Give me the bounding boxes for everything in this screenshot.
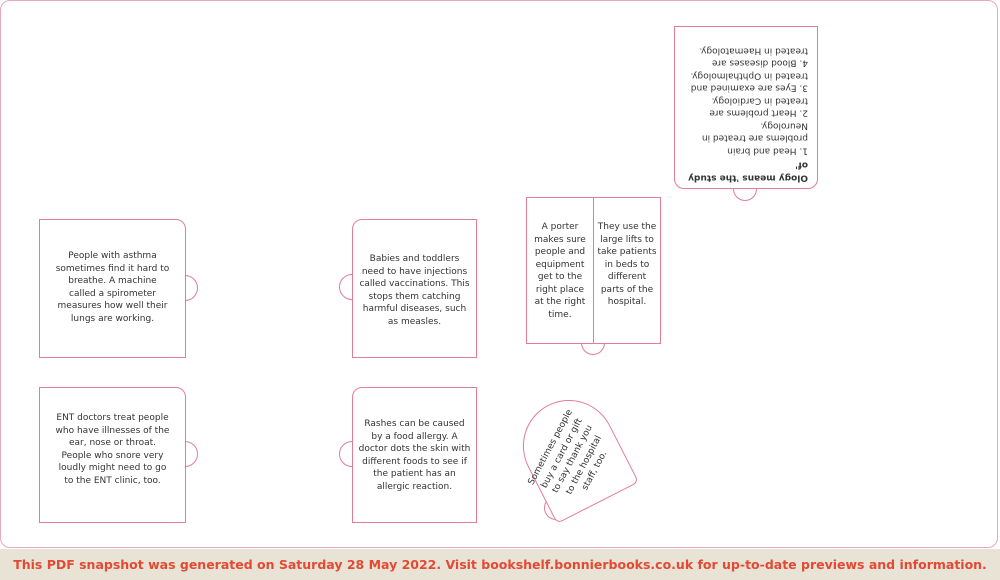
- card-asthma-text: People with asthma sometimes find it hard to breathe. A machine called a spirometer measures how well their lungs are working.: [55, 251, 170, 324]
- card-lifts-text: They use the large lifts to take patients in beds to different parts of the hospital.: [597, 222, 657, 307]
- ology-heading: Ology means 'the study of': [688, 160, 808, 183]
- footer-text: This PDF snapshot was generated on Saturday 28 May 2022. Visit bookshelf.bonnierbooks.co.uk for up-to-date previews and information.: [13, 557, 987, 572]
- ology-line: 1. Head and brain problems are treated in Neurology.: [701, 120, 808, 156]
- card-ology-text: [684, 44, 808, 184]
- card-rashes-text: Rashes can be caused by a food allergy. A doctor dots the skin with different foods to see if the patient has an allergic reaction.: [358, 419, 471, 492]
- card-thanks-text: Sometimes people buy a card or gift to say thank you to the hospital staff, too.: [526, 408, 610, 497]
- ology-line: 3. Eyes are examined and treated in Ophthalmology.: [690, 70, 808, 93]
- ology-line: 4. Blood diseases are treated in Haematology.: [699, 45, 808, 68]
- card-porter-text: A porter makes sure people and equipment get to the right place at the right time.: [534, 222, 586, 320]
- card-babies-text: Babies and toddlers need to have injections called vaccinations. This stops them catching harmful diseases, such as measles.: [359, 254, 470, 327]
- card-ent-text: ENT doctors treat people who have illnesses of the ear, nose or throat. People who snore very loudly might need to go to the ENT clinic, too.: [55, 413, 170, 486]
- ology-line: 2. Heart problems are treated in Cardiology.: [709, 95, 808, 118]
- footer-banner: [0, 549, 1000, 580]
